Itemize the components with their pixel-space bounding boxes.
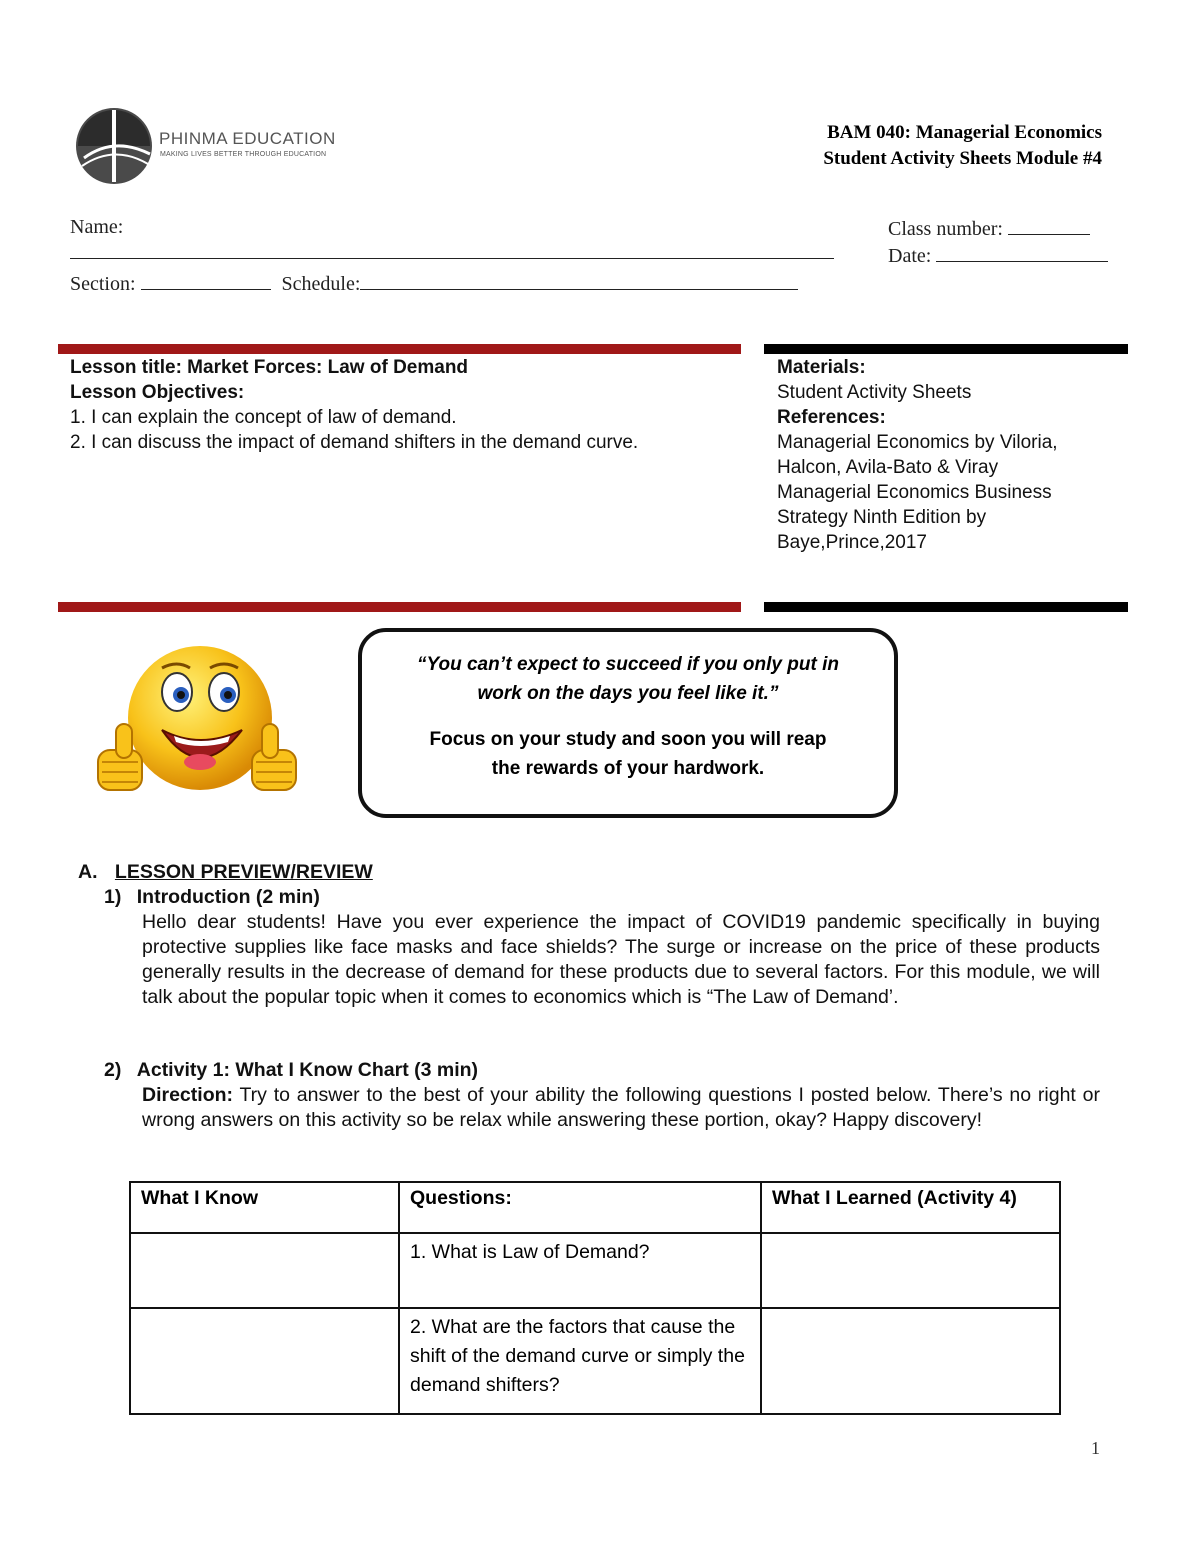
- activity-heading: [104, 1058, 478, 1083]
- section-a-letter: A.: [78, 861, 98, 883]
- page-number: 1: [1091, 1438, 1100, 1458]
- section-label: Section:: [70, 273, 136, 295]
- header-what-i-learned: What I Learned (Activity 4): [761, 1182, 1060, 1233]
- reference-line: Managerial Economics Business: [777, 482, 1052, 503]
- table-row: [130, 1308, 1060, 1414]
- activity-number: 2): [104, 1059, 122, 1081]
- header-questions: Questions:: [399, 1182, 761, 1233]
- quote-line-1: “You can’t expect to succeed if you only put in: [417, 654, 839, 675]
- answer-know-cell[interactable]: [130, 1308, 399, 1414]
- header-what-i-know: What I Know: [130, 1182, 399, 1233]
- schedule-label: Schedule:: [281, 273, 361, 295]
- reference-line: Baye,Prince,2017: [777, 532, 927, 553]
- motivational-quote-box: [358, 628, 898, 818]
- objectives-label: Lesson Objectives:: [70, 382, 245, 403]
- bottom-black-divider: [764, 602, 1128, 612]
- logo-name: PHINMA EDUCATION: [159, 129, 336, 148]
- logo-tagline: MAKING LIVES BETTER THROUGH EDUCATION: [160, 151, 327, 158]
- date-field: [888, 243, 1108, 268]
- materials-value: Student Activity Sheets: [777, 382, 972, 403]
- references-label: References:: [777, 407, 886, 428]
- lesson-title: Lesson title: Market Forces: Law of Demand: [70, 357, 469, 378]
- course-title: BAM 040: Managerial Economics: [827, 122, 1102, 143]
- smiley-thumbs-up-icon: [92, 640, 302, 810]
- top-red-divider: [58, 344, 741, 354]
- section-a-heading: [78, 860, 373, 885]
- section-a-title: LESSON PREVIEW/REVIEW: [114, 861, 373, 883]
- reference-line: Halcon, Avila-Bato & Viray: [777, 457, 999, 478]
- class-number-line[interactable]: [1008, 216, 1090, 235]
- name-label: Name:: [70, 216, 124, 238]
- phinma-logo: [74, 106, 344, 186]
- direction-text: Try to answer to the best of your ability the following questions I posted below. There’s no right or wrong answers on this activity so be relax while answering these portion, okay? Happy discovery!: [142, 1084, 1100, 1131]
- table-row: [130, 1233, 1060, 1308]
- focus-line-1: Focus on your study and soon you will reap: [429, 729, 827, 750]
- section-line[interactable]: [141, 271, 271, 290]
- module-title: Student Activity Sheets Module #4: [823, 148, 1102, 169]
- section-field: [70, 271, 798, 296]
- question-cell: 1. What is Law of Demand?: [399, 1233, 761, 1308]
- objective-1: 1. I can explain the concept of law of demand.: [70, 407, 457, 428]
- answer-learned-cell[interactable]: [761, 1308, 1060, 1414]
- activity-title: Activity 1: What I Know Chart (3 min): [136, 1059, 479, 1081]
- answer-learned-cell[interactable]: [761, 1233, 1060, 1308]
- class-number-field: [888, 216, 1090, 241]
- objective-2: 2. I can discuss the impact of demand shifters in the demand curve.: [70, 432, 639, 453]
- answer-know-cell[interactable]: [130, 1233, 399, 1308]
- materials-block: [777, 355, 1117, 555]
- direction-label: Direction:: [142, 1084, 234, 1106]
- focus-line-2: the rewards of your hardwork.: [491, 758, 765, 779]
- top-black-divider: [764, 344, 1128, 354]
- intro-number: 1): [104, 886, 122, 908]
- class-number-label: Class number:: [888, 218, 1003, 240]
- reference-line: Strategy Ninth Edition by: [777, 507, 987, 528]
- name-field-line[interactable]: [70, 258, 834, 259]
- schedule-line[interactable]: [360, 271, 798, 290]
- date-line[interactable]: [936, 243, 1108, 262]
- direction-paragraph: [142, 1083, 1100, 1133]
- reference-line: Managerial Economics by Viloria,: [777, 432, 1058, 453]
- what-i-know-chart: [129, 1181, 1061, 1415]
- course-header: [823, 120, 1102, 172]
- lesson-block: [70, 355, 740, 455]
- chart-header-row: [130, 1182, 1060, 1233]
- intro-paragraph: Hello dear students! Have you ever experience the impact of COVID19 pandemic specifically in buying protective supplies like face masks and face shields? The surge or increase on the price of these products generally results in the decrease of demand for these products due to several factors. For this module, we will talk about the popular topic when it comes to economics which is “The Law of Demand’.: [142, 911, 1100, 1008]
- materials-label: Materials:: [777, 357, 866, 378]
- bottom-red-divider: [58, 602, 741, 612]
- quote-line-2: work on the days you feel like it.”: [477, 683, 779, 704]
- question-cell: 2. What are the factors that cause the shift of the demand curve or simply the demand shifters?: [399, 1308, 761, 1414]
- intro-heading: [104, 885, 320, 910]
- date-label: Date:: [888, 245, 932, 267]
- intro-title: Introduction (2 min): [136, 886, 320, 908]
